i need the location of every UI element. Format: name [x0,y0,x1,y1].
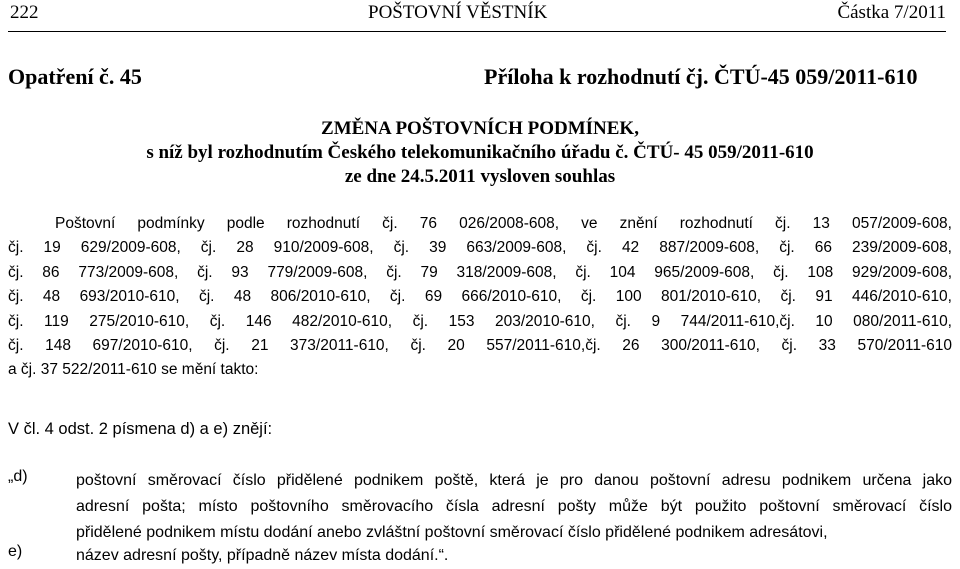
body-line: Poštovní podmínky podle rozhodnutí čj. 76 026/2008-608, ve znění rozhodnutí čj. 13 057/2009-608, [55,215,952,232]
body-line: čj. 86 773/2009-608, čj. 93 779/2009-608, čj. 79 318/2009-608, čj. 104 965/2009-608, čj. 108 929/2009-608, [8,263,952,281]
heading-line-3: ze dne 24.5.2011 vysloven souhlas [344,166,616,187]
body-line: čj. 148 697/2010-610, čj. 21 373/2011-610, čj. 20 557/2011-610,čj. 26 300/2011-610, čj. 33 570/2011-610 [8,336,952,354]
page-number: 222 [10,2,39,23]
annex-reference: Příloha k rozhodnutí čj. ČTÚ-45 059/2011-610 [484,64,918,89]
item-d-line: poštovní směrovací číslo přidělené podnikem poště, která je pro danou poštovní adresu podnikem určena jako [76,472,952,489]
item-e-text [76,543,952,569]
body-line: čj. 48 693/2010-610, čj. 48 806/2010-610, čj. 69 666/2010-610, čj. 100 801/2010-610, čj. 91 446/2010-610, [8,288,952,306]
section-reference: V čl. 4 odst. 2 písmena d) a e) znějí: [8,420,273,438]
item-d-label: „d) [8,468,28,485]
item-d-text [76,468,952,545]
body-line: čj. 119 275/2010-610, čj. 146 482/2010-610, čj. 153 203/2010-610, čj. 9 744/2011-610,čj. 10 080/2011-610, [8,312,952,330]
item-e-label: e) [8,543,23,560]
measure-number: Opatření č. 45 [8,64,142,89]
body-line: čj. 19 629/2009-608, čj. 28 910/2009-608, čj. 39 663/2009-608, čj. 42 887/2009-608, čj. 66 239/2009-608, [8,239,952,257]
item-d-line: adresní pošta; místo poštovního směrovacího čísla adresní pošty může být použito poštovní směrovací číslo [76,497,952,515]
body-line: a čj. 37 522/2011-610 se mění takto: [8,361,259,379]
header-rule [8,31,946,32]
issue-part: Částka 7/2011 [837,2,946,23]
page-header [10,2,946,30]
journal-title: POŠTOVNÍ VĚSTNÍK [368,2,548,23]
item-e-line: název adresní pošty, případně název místa dodání.“. [76,547,449,564]
item-d-line: přidělené podnikem místu dodání anebo zvláštní poštovní směrovací číslo přidělené podnikem adresátovi, [76,523,828,541]
heading-line-2: s níž byl rozhodnutím Českého telekomunikačního úřadu č. ČTÚ- 45 059/2011-610 [146,142,814,163]
heading-line-1: ZMĚNA POŠTOVNÍCH PODMÍNEK, [321,118,639,139]
body-paragraph [8,212,952,383]
